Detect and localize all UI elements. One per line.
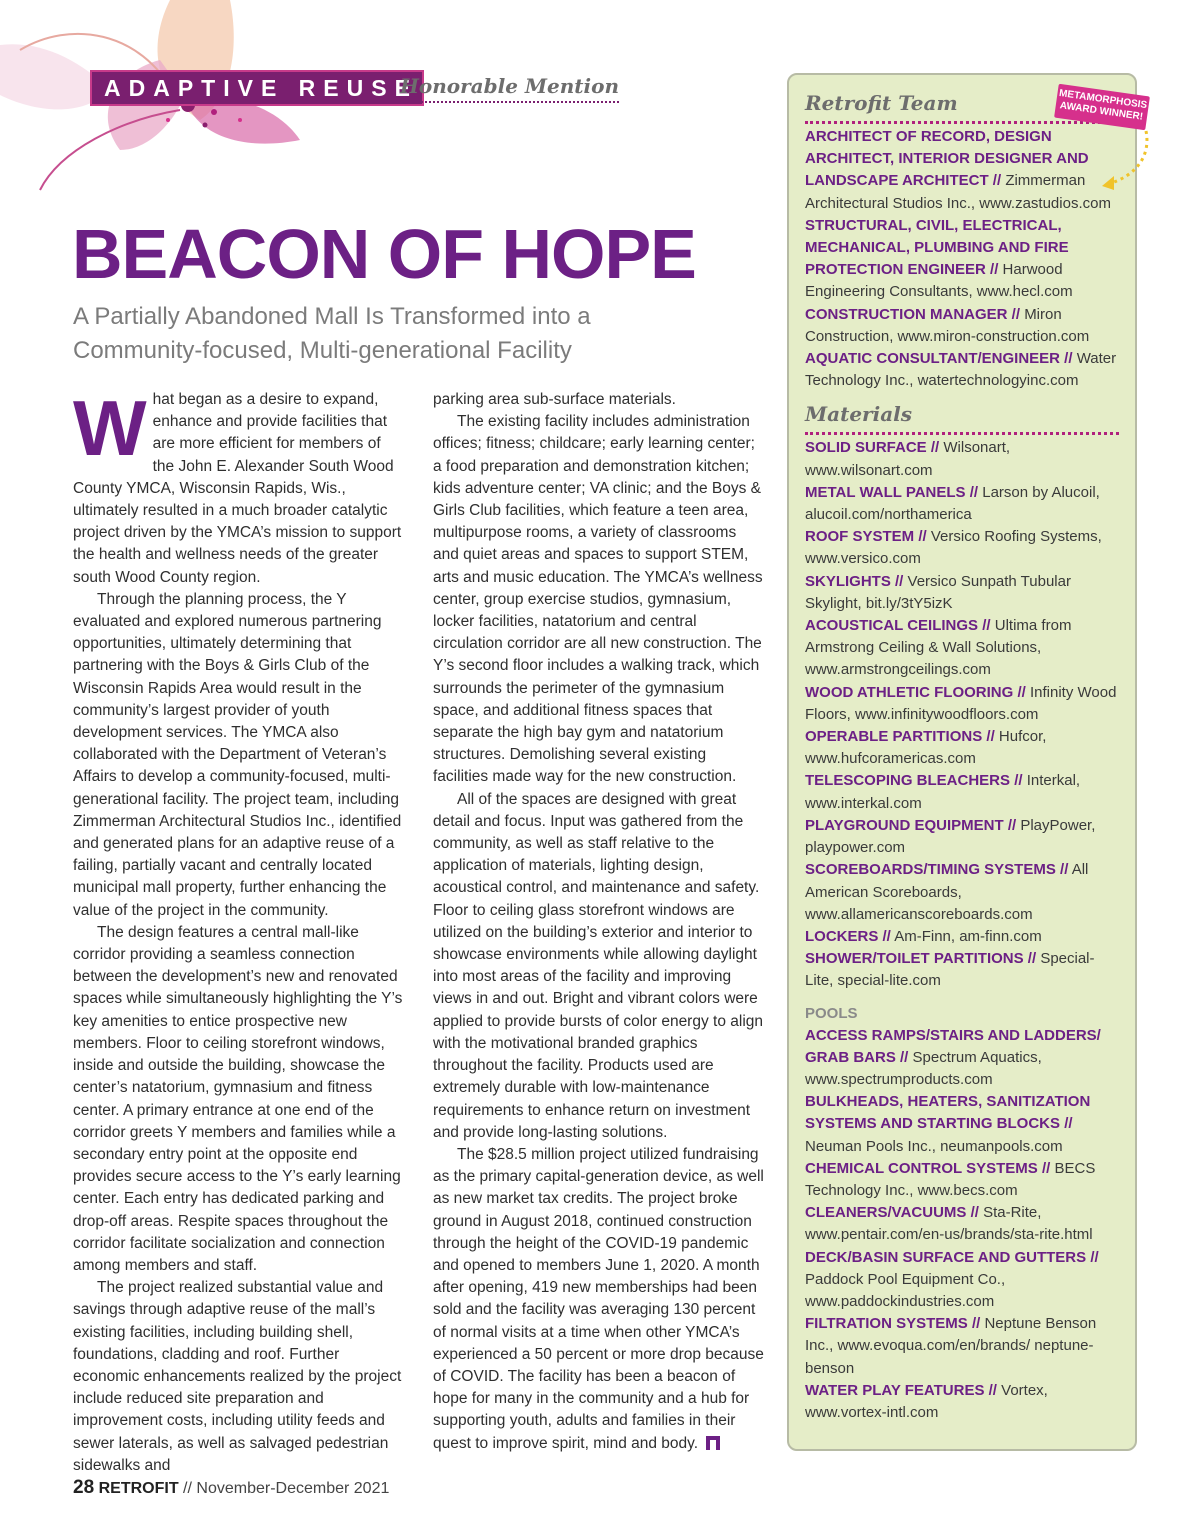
credit-label: PLAYGROUND EQUIPMENT [805,816,1004,834]
credit-text: Special-Lite, special-lite.com [805,950,1095,990]
credit-text: Infinity Wood Floors, www.infinitywoodfloors.com [805,683,1117,723]
credit-separator: // [1011,305,1021,323]
credit-entry [805,482,1119,526]
credit-separator: // [1017,683,1026,701]
body-paragraph: parking area sub-surface materials. [433,391,676,408]
credit-label: ROOF SYSTEM [805,528,915,546]
credit-entry [805,526,1119,570]
credit-entry [805,304,1119,348]
credit-text: Wilsonart, www.wilsonart.com [805,439,1011,479]
credit-separator: // [1064,1115,1073,1133]
body-paragraph: The existing facility includes administration offices; fitness; childcare; early learning center; a food preparation and demonstration kitchen; kids adventure center; VA clinic; and the Boys & Girls Club facilities, which feature a teen area, multipurpose rooms, a variety of classrooms and quiet areas and spaces to support STEM, arts and music education. The YMCA’s wellness center, group exercise studios, gymnasium, locker facilities, natatorium and central circulation corridor are all new construction. The Y’s second floor includes a walking track, which surrounds the perimeter of the gymnasium space, and additional fitness spaces that separate the high bay gym and natatorium structures. Demolishing several existing facilities made way for the new construction. [433,413,763,786]
sidebar-box [787,73,1137,1451]
credit-label: WATER PLAY FEATURES [805,1381,985,1399]
credit-text: Spectrum Aquatics, www.spectrumproducts.com [805,1048,1042,1088]
credit-text: Versico Roofing Systems, www.versico.com [805,528,1102,568]
credit-separator: // [971,1315,981,1333]
credit-entry [805,437,1119,481]
body-column-2 [433,389,765,1455]
credit-text: Hufcor, www.hufcoramericas.com [805,728,1047,768]
credit-separator: // [1007,816,1017,834]
credit-text: Neuman Pools Inc., neumanpools.com [805,1137,1063,1155]
credit-text: Miron Construction, www.miron-construction.com [805,305,1090,345]
credit-separator: // [1090,1248,1099,1266]
credit-label: DECK/BASIN SURFACE AND GUTTERS [805,1248,1087,1266]
credit-separator: // [982,617,991,635]
credit-entry [805,1091,1119,1158]
body-paragraph: What began as a desire to expand, enhance and provide facilities that are more efficient for members of the John E. Alexander South Wood County YMCA, Wisconsin Rapids, Wis., ultimately resulted in a much broader catalytic project driven by the YMCA’s mission to support the health and wellness needs of the greater south Wood County region. [73,384,402,586]
credit-label: STRUCTURAL, CIVIL, ELECTRICAL, MECHANICAL, PLUMBING AND FIRE PROTECTION ENGINEER [805,216,1069,279]
credit-label: SOLID SURFACE [805,439,927,457]
credit-separator: // [1027,950,1037,968]
credit-text: Interkal, www.interkal.com [805,772,1081,812]
credit-label: SKYLIGHTS [805,572,891,590]
credit-text: Am-Finn, am-finn.com [894,927,1042,945]
credit-entry [805,948,1119,992]
credit-separator: // [990,261,999,279]
credit-entry [805,1313,1119,1380]
credit-label: FILTRATION SYSTEMS [805,1315,968,1333]
materials-list [805,437,1119,992]
credit-entry [805,1202,1119,1246]
credit-entry [805,859,1119,926]
credit-text: BECS Technology Inc., www.becs.com [805,1159,1096,1199]
credit-label: TELESCOPING BLEACHERS [805,772,1011,790]
credit-separator: // [1014,772,1023,790]
credit-label: CLEANERS/VACUUMS [805,1204,967,1222]
credit-label: ACOUSTICAL CEILINGS [805,617,979,635]
credit-separator: // [882,927,891,945]
credit-entry [805,726,1119,770]
credit-entry [805,348,1119,392]
credit-label: SHOWER/TOILET PARTITIONS [805,950,1024,968]
award-badge: METAMORPHOSIS AWARD WINNER! [1054,84,1150,130]
credit-separator: // [895,572,904,590]
credit-entry [805,1380,1119,1424]
dotted-arrow-icon [1096,126,1156,196]
credit-entry [805,615,1119,682]
body-column-1 [73,384,405,1477]
credit-text: Zimmerman Architectural Studios Inc., www.zastudios.com [805,172,1111,212]
issue-date: // November-December 2021 [183,1480,390,1497]
body-paragraph: The project realized substantial value and savings through adaptive reuse of the mall’s existing facilities, including building shell, foundations, cladding and roof. Further economic enhancements realized by the project include reduced site preparation and improvement costs, including utility feeds and sewer laterals, as well as salvaged pedestrian sidewalks and [73,1279,402,1474]
credit-separator: // [970,1204,979,1222]
credit-label: AQUATIC CONSULTANT/ENGINEER [805,350,1060,368]
credit-separator: // [1041,1159,1051,1177]
credit-label: CONSTRUCTION MANAGER [805,305,1008,323]
credit-separator: // [900,1048,909,1066]
credit-label: OPERABLE PARTITIONS [805,728,983,746]
credit-label: CHEMICAL CONTROL SYSTEMS [805,1159,1038,1177]
credit-entry [805,571,1119,615]
team-list [805,126,1119,392]
credit-text: PlayPower, playpower.com [805,816,1096,857]
pools-heading: POOLS [805,1004,858,1022]
credit-label: METAL WALL PANELS [805,483,966,501]
credit-label: ARCHITECT OF RECORD, DESIGN ARCHITECT, INTERIOR DESIGNER AND LANDSCAPE ARCHITECT [805,128,1089,190]
credit-entry [805,815,1119,859]
credit-text: Ultima from Armstrong Ceiling & Wall Solutions, www.armstrongceilings.com [805,617,1072,679]
body-paragraph: The design features a central mall-like corridor providing a seamless connection between the development’s new and renovated spaces while simultaneously highlighting the Y’s key amenities to entice prospective new members. Floor to ceiling storefront windows, inside and outside the building, showcase the center’s natatorium, gymnasium and fitness center. A primary entrance at one end of the corridor greets Y members and families while a secondary entry point at the opposite end provides secure access to the Y’s early learning center. Each entry has dedicated parking and drop-off areas. Respite spaces throughout the corridor facilitate socialization and connection among members and staff. [73,923,403,1274]
article-title: BEACON OF HOPE [72,215,696,293]
credit-text: Larson by Alucoil, alucoil.com/northamerica [805,483,1100,524]
page-number: 28 [73,1477,95,1498]
credit-label: WOOD ATHLETIC FLOORING [805,683,1014,701]
materials-heading: Materials [805,400,1119,435]
credit-separator: // [1064,350,1073,368]
credit-separator: // [918,528,927,546]
body-paragraph: The $28.5 million project utilized fundraising as the primary capital-generation device, as well as new market tax credits. The project broke ground in August 2018, continued construction through the height of the COVID-19 pandemic and opened to members June 1, 2020. A month after opening, 419 new memberships had been sold and the facility was averaging 130 percent of normal visits at a time when other YMCA’s experienced a 50 percent or more drop because of COVID. The facility has been a beacon of hope for many in the community and a hub for supporting youth, adults and families in their quest to improve spirit, mind and body. [433,1145,764,1452]
article-subtitle: A Partially Abandoned Mall Is Transformed into a Community-focused, Multi-generational Facility [73,303,591,364]
credit-text: Neptune Benson Inc., www.evoqua.com/en/brands/ neptune-benson [805,1315,1097,1377]
credit-entry [805,682,1119,726]
credit-separator: // [969,483,979,501]
credit-text: Harwood Engineering Consultants, www.hecl.com [805,261,1073,301]
section-subtag: Honorable Mention [400,71,619,103]
credit-separator: // [930,439,940,457]
credit-entry [805,126,1119,215]
credit-text: Vortex, www.vortex-intl.com [805,1381,1048,1421]
credit-text: Versico Sunpath Tubular Skylight, bit.ly/3tY5izK [805,572,1071,612]
credit-separator: // [986,728,995,746]
credit-label: SCOREBOARDS/TIMING SYSTEMS [805,861,1056,879]
credit-entry [805,1247,1119,1314]
credit-label: LOCKERS [805,927,879,945]
credit-entry [805,770,1119,814]
credit-entry [805,215,1119,304]
credit-separator: // [1060,861,1069,879]
section-tag: ADAPTIVE REUSE [90,70,424,106]
body-paragraph: All of the spaces are designed with great detail and focus. Input was gathered from the community, as well as staff relative to the application of materials, lighting design, acoustical control, and maintenance and safety. Floor to ceiling glass storefront windows are utilized on the building’s exterior and interior to showcase environments while allowing daylight into most areas of the facility and improving views in and out. Bright and vibrant colors were applied to provide bursts of color energy to align with the motivational branded graphics throughout the facility. Products used are extremely durable with low-maintenance requirements to enhance return on investment and provide long-lasting solutions. [433,790,764,1141]
credit-separator: // [988,1381,997,1399]
credit-separator: // [992,172,1002,190]
drop-cap: W [73,384,147,472]
credit-label: ACCESS RAMPS/STAIRS AND LADDERS/ GRAB BARS [805,1026,1101,1066]
credit-text: Water Technology Inc., watertechnologyinc.com [805,350,1117,390]
credit-label: BULKHEADS, HEATERS, SANITIZATION SYSTEMS AND STARTING BLOCKS [805,1093,1091,1133]
credit-text: All American Scoreboards, www.allamericanscoreboards.com [805,861,1089,923]
credit-entry [805,1158,1119,1202]
team-heading: Retrofit Team [805,89,1119,124]
pools-list [805,1025,1119,1425]
credit-entry [805,926,1119,948]
body-paragraph: Through the planning process, the Y evaluated and explored numerous partnering opportunities, ultimately determining that partnering with the Boys & Girls Club of the Wisconsin Rapids Area would result in the community’s largest provider of youth development services. The YMCA also collaborated with the Department of Veteran’s Affairs to develop a community-focused, multi-generational facility. The project team, including Zimmerman Architectural Studios Inc., identified and generated plans for an adaptive reuse of a failing, partially vacant and centrally located municipal mall property, further enhancing the value of the project in the community. [73,590,402,919]
page-footer [73,1477,389,1499]
end-mark-icon [706,1436,720,1450]
credit-text: Sta-Rite, www.pentair.com/en-us/brands/sta-rite.html [805,1204,1093,1244]
credit-entry [805,1025,1119,1092]
magazine-name: RETROFIT [98,1480,179,1497]
credit-text: Paddock Pool Equipment Co., www.paddockindustries.com [805,1270,1006,1310]
